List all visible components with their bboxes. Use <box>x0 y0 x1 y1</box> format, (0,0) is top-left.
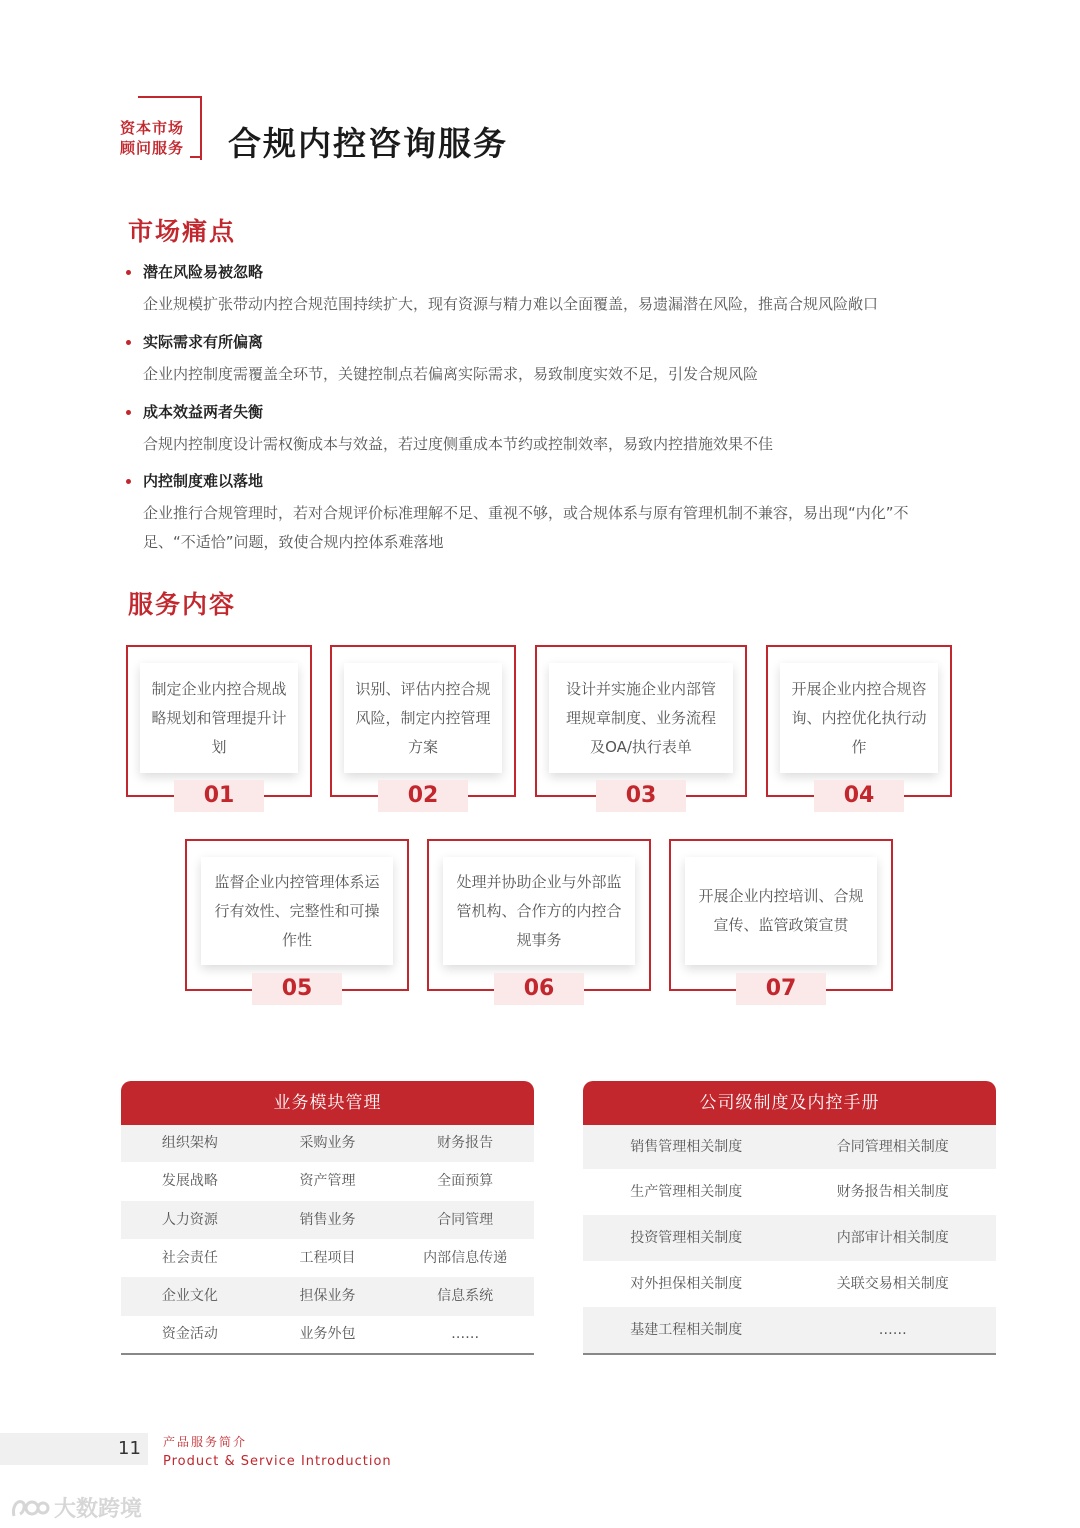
table-cell: 企业文化 <box>161 1288 218 1304</box>
table-cell: 组织架构 <box>161 1135 218 1151</box>
table-cell: 担保业务 <box>299 1288 356 1304</box>
page-title: 合规内控咨询服务 <box>228 124 508 163</box>
table-row <box>121 1316 534 1353</box>
service-card <box>427 839 651 1004</box>
tag-line-1: 资本市场 <box>120 119 185 137</box>
table-cell: 社会责任 <box>161 1250 218 1266</box>
page-number: 11 <box>118 1438 141 1459</box>
card-text: 监督企业内控管理体系运行有效性、完整性和可操作性 <box>201 857 393 965</box>
pain-heading: 市场痛点 <box>128 217 237 246</box>
card-text: 识别、评估内控合规风险，制定内控管理方案 <box>344 663 502 773</box>
table-cell: 资产管理 <box>299 1173 356 1189</box>
table-cell: 生产管理相关制度 <box>630 1184 743 1200</box>
card-text: 设计并实施企业内部管理规章制度、业务流程及OA/执行表单 <box>549 663 733 773</box>
footer-label-en: Product & Service Introduction <box>163 1454 392 1469</box>
table-cell: 投资管理相关制度 <box>630 1230 743 1246</box>
table-cell: 工程项目 <box>299 1250 356 1266</box>
table-row <box>583 1307 996 1353</box>
table-row <box>121 1125 534 1162</box>
policies-table <box>583 1081 996 1357</box>
watermark-logo-icon <box>10 1496 50 1520</box>
card-text: 开展企业内控合规咨询、内控优化执行动作 <box>780 663 938 773</box>
pain-desc: 企业推行合规管理时，若对合规评价标准理解不足、重视不够，或合规体系与原有管理机制不兼容，易出现“内化”不足、“不适恰”问题，致使合规内控体系难落地 <box>143 504 909 551</box>
footer-label-cn: 产品服务简介 <box>163 1435 248 1449</box>
table-cell: 内部审计相关制度 <box>836 1230 949 1246</box>
service-card <box>330 645 516 810</box>
card-number: 02 <box>378 780 468 812</box>
card-number: 01 <box>174 780 264 812</box>
table-row <box>583 1125 996 1169</box>
card-text: 制定企业内控合规战略规划和管理提升计划 <box>140 663 298 773</box>
table-row <box>583 1215 996 1261</box>
table-cell: 信息系统 <box>437 1288 494 1304</box>
pain-desc: 企业内控制度需覆盖全环节，关键控制点若偏离实际需求，易致制度实效不足，引发合规风险 <box>143 365 759 383</box>
pain-title: 潜在风险易被忽略 <box>143 263 264 281</box>
table-cell: 发展战略 <box>161 1173 218 1189</box>
table-divider <box>121 1353 534 1355</box>
pain-title: 内控制度难以落地 <box>143 472 264 490</box>
table-cell: 对外担保相关制度 <box>630 1276 743 1292</box>
table-row <box>583 1261 996 1307</box>
watermark <box>10 1492 142 1523</box>
card-number: 05 <box>252 973 342 1005</box>
table-cell: 资金活动 <box>161 1326 218 1342</box>
watermark-text: 大数跨境 <box>54 1497 143 1522</box>
service-heading: 服务内容 <box>128 590 237 619</box>
card-text: 处理并协助企业与外部监管机构、合作方的内控合规事务 <box>443 857 635 965</box>
table-cell: 内部信息传递 <box>423 1250 508 1266</box>
table-cell: 采购业务 <box>299 1135 356 1151</box>
service-card <box>766 645 952 810</box>
service-card <box>669 839 893 1004</box>
table-cell: 销售业务 <box>299 1212 356 1228</box>
table-row <box>121 1201 534 1239</box>
table-row <box>121 1277 534 1316</box>
tag-bracket-tail <box>190 156 202 158</box>
modules-table-title: 业务模块管理 <box>121 1081 534 1125</box>
pain-desc: 合规内控制度设计需权衡成本与效益，若过度侧重成本节约或控制效率，易致内控措施效果不佳 <box>143 435 774 453</box>
table-cell: 人力资源 <box>161 1212 218 1228</box>
service-card <box>185 839 409 1004</box>
card-number: 04 <box>814 780 904 812</box>
bullet-icon <box>126 270 131 275</box>
bullet-icon <box>126 340 131 345</box>
card-number: 07 <box>736 973 826 1005</box>
table-cell: 业务外包 <box>299 1326 356 1342</box>
table-row <box>121 1162 534 1201</box>
table-row <box>121 1239 534 1277</box>
table-cell: 合同管理相关制度 <box>836 1139 949 1155</box>
card-number: 03 <box>596 780 686 812</box>
table-cell: …… <box>878 1322 907 1338</box>
card-text: 开展企业内控培训、合规宣传、监管政策宣贯 <box>685 857 877 965</box>
pain-title: 实际需求有所偏离 <box>143 333 264 351</box>
table-cell: 全面预算 <box>437 1173 494 1189</box>
table-cell: …… <box>451 1326 480 1342</box>
section-tag-text <box>120 118 184 158</box>
table-cell: 财务报告 <box>437 1135 494 1151</box>
service-card <box>126 645 312 810</box>
table-row <box>583 1169 996 1215</box>
table-cell: 合同管理 <box>437 1212 494 1228</box>
table-cell: 基建工程相关制度 <box>630 1322 743 1338</box>
table-divider <box>583 1353 996 1355</box>
table-cell: 关联交易相关制度 <box>836 1276 949 1292</box>
card-number: 06 <box>494 973 584 1005</box>
modules-table <box>121 1081 534 1357</box>
pain-desc: 企业规模扩张带动内控合规范围持续扩大，现有资源与精力难以全面覆盖，易遗漏潜在风险，推高合规风险敞口 <box>143 295 879 313</box>
table-cell: 销售管理相关制度 <box>630 1139 743 1155</box>
table-cell: 财务报告相关制度 <box>836 1184 949 1200</box>
pain-title: 成本效益两者失衡 <box>143 403 264 421</box>
service-card <box>535 645 747 810</box>
tag-line-2: 顾问服务 <box>120 139 185 157</box>
section-tag <box>118 96 202 160</box>
bullet-icon <box>126 479 131 484</box>
bullet-icon <box>126 410 131 415</box>
policies-table-title: 公司级制度及内控手册 <box>583 1081 996 1125</box>
